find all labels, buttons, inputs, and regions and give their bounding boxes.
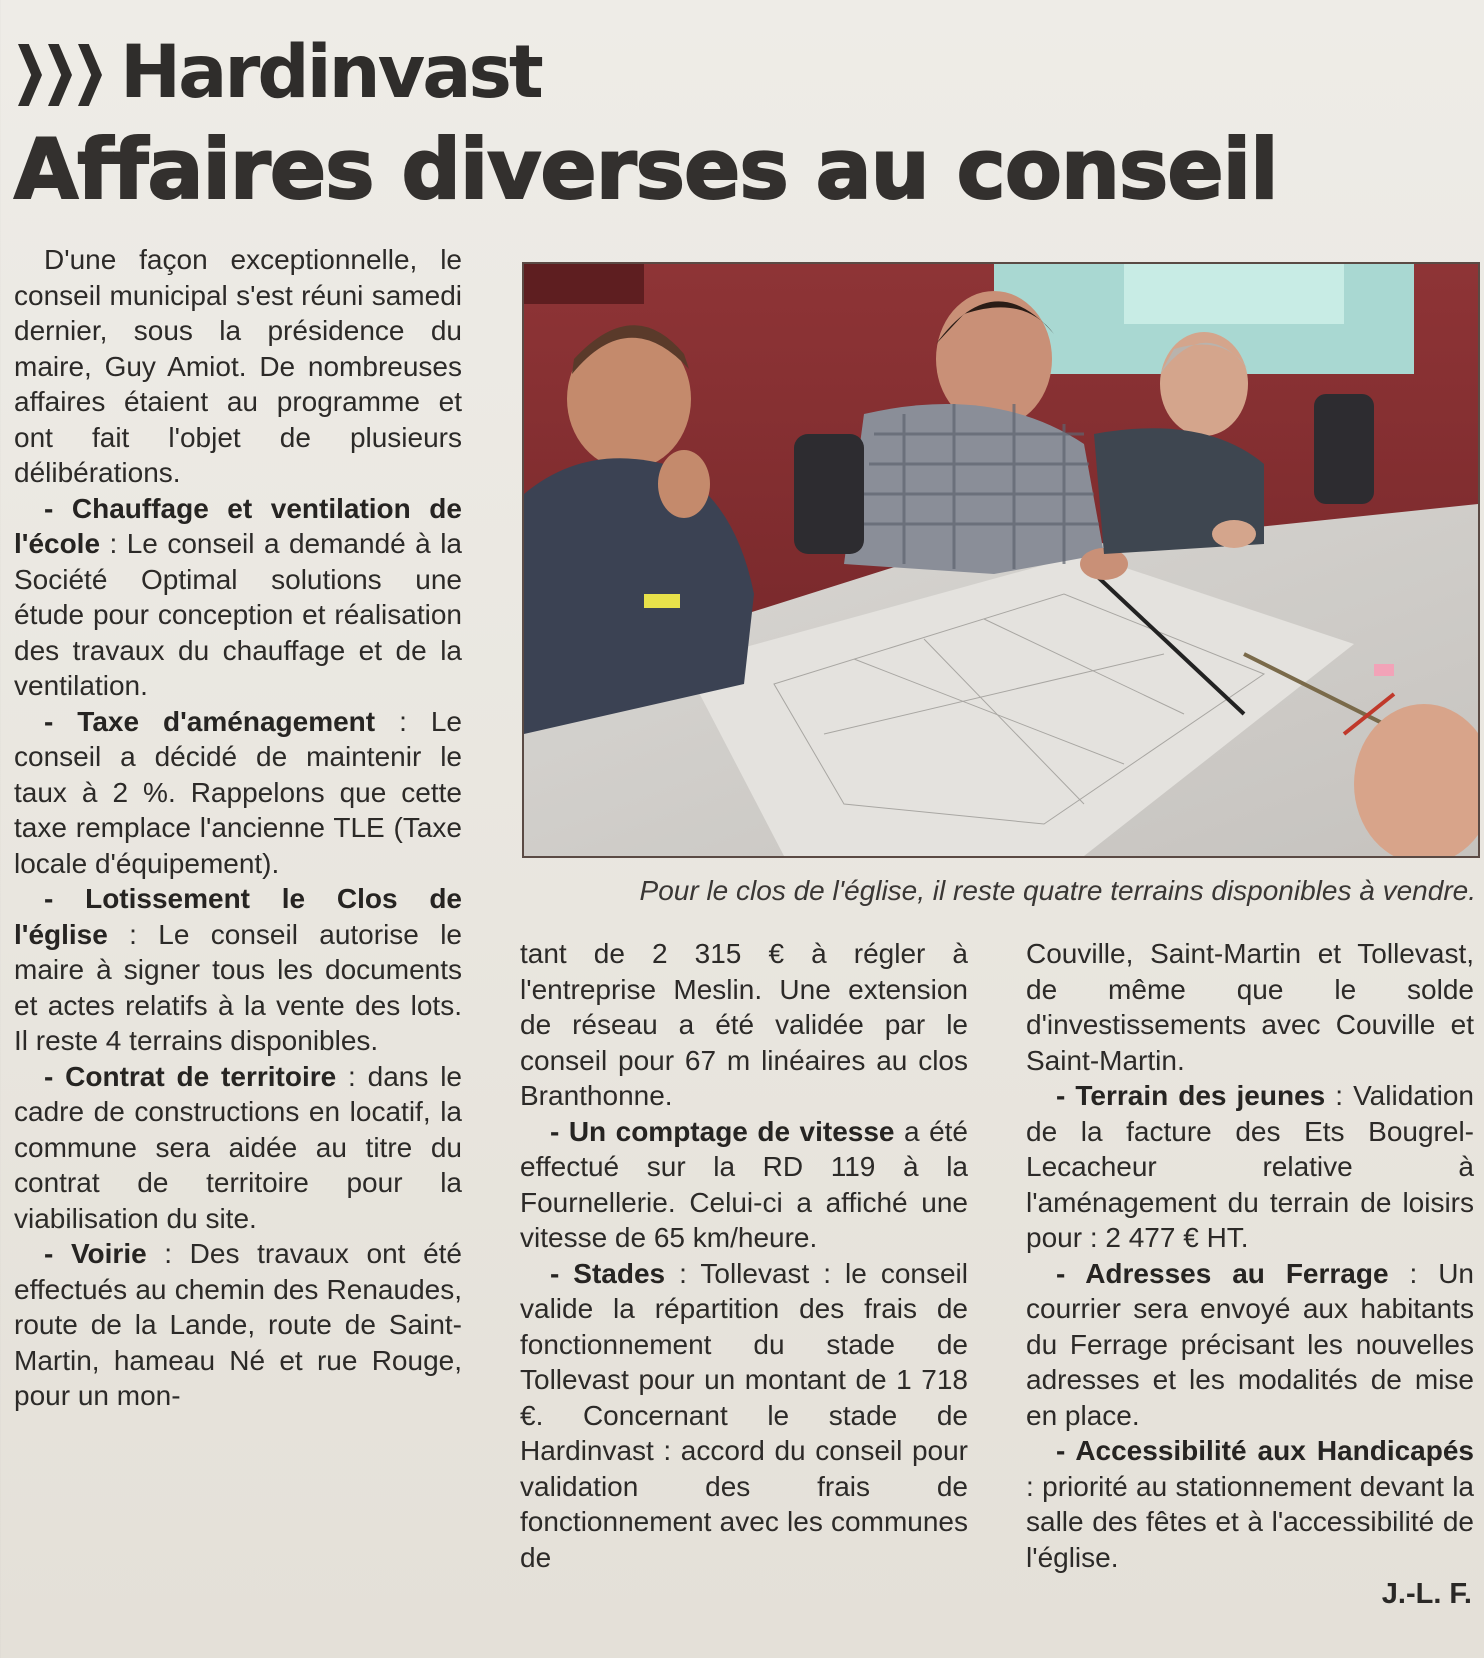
item-title: - Chauffage et ventilation de l'école (14, 492, 462, 559)
continuation-paragraph: Couville, Saint-Martin et Tollevast, de même que le solde d'investissements avec Couville et Saint-Martin. (1026, 938, 1474, 1076)
author-signature: J.-L. F. (1381, 1578, 1472, 1610)
item-text: : Un courrier sera envoyé aux habitants du Ferrage précisant les nouvelles adresses et les modalités de mise en place. (1026, 1257, 1474, 1431)
paragraph-voirie (14, 1236, 462, 1414)
paragraph-adresses (1026, 1256, 1474, 1434)
paragraph-stades (520, 1256, 968, 1576)
photo-caption: Pour le clos de l'église, il reste quatre terrains disponibles à vendre. (639, 875, 1476, 906)
item-text: : priorité au stationnement devant la salle des fêtes et à l'accessibilité de l'église. (1026, 1470, 1474, 1573)
paragraph-contrat (14, 1059, 462, 1237)
intro-paragraph: D'une façon exceptionnelle, le conseil municipal s'est réuni samedi dernier, sous la présidence du maire, Guy Amiot. De nombreuses affaires étaient au programme et ont fait l'objet de plusieurs délibérations. (14, 244, 462, 488)
item-title: - Lotissement le Clos de l'église (14, 883, 462, 950)
article-headline: Affaires diverses au conseil (14, 121, 1278, 218)
item-title: - Contrat de territoire (44, 1060, 337, 1092)
item-text: : Le conseil a demandé à la Société Optimal solutions une étude pour conception et réalisation des travaux du chauffage et de la ventilation. (14, 528, 462, 701)
item-text: : Tollevast : le conseil valide la répartition des frais de fonctionnement du stade de Tollevast pour un montant de 1 718 €. Concernant le stade de Hardinvast : accord du conseil pour validation des frais de fonctionnement avec les communes de (520, 1257, 968, 1573)
photo-illustration (524, 264, 1478, 856)
item-title: - Adresses au Ferrage (1056, 1257, 1389, 1289)
item-text: : Le conseil autorise le maire à signer tous les documents et actes relatifs à la vente des lots. Il reste 4 terrains disponibles. (14, 918, 462, 1056)
item-text: : Le conseil a décidé de maintenir le taux à 2 %. Rappelons que cette taxe remplace l'ancienne TLE (Taxe locale d'équipement). (14, 705, 462, 879)
paragraph-lotissement (14, 881, 462, 1059)
item-title: - Taxe d'aménagement (44, 705, 376, 737)
paragraph-comptage (520, 1114, 968, 1256)
item-title: - Voirie (44, 1238, 147, 1269)
article-column-3 (1026, 936, 1474, 1575)
item-title: - Accessibilité aux Handicapés (1056, 1435, 1474, 1466)
item-title: - Stades (550, 1257, 666, 1289)
section-header (18, 29, 541, 115)
article-column-1 (14, 242, 462, 1414)
article-column-2 (520, 936, 968, 1575)
item-text: : Validation de la facture des Ets Bougrel-Lecacheur relative à l'aménagement du terrain de loisirs pour : 2 477 € HT. (1026, 1080, 1474, 1253)
continuation-paragraph: tant de 2 315 € à régler à l'entreprise Meslin. Une extension de réseau a été validée par le conseil pour 67 m linéaires au clos Branthonne. (520, 938, 968, 1111)
item-text: a été effectué sur la RD 119 à la Fournellerie. Celui-ci a affiché une vitesse de 65 km/heure. (520, 1115, 968, 1253)
item-text: : dans le cadre de constructions en locatif, la commune sera aidée au titre du contrat de territoire pour la viabilisation du site. (14, 1060, 462, 1234)
paragraph-terrain (1026, 1078, 1474, 1256)
item-title: - Terrain des jeunes (1056, 1080, 1326, 1111)
item-title: - Un comptage de vitesse (550, 1115, 895, 1147)
council-meeting-photo (522, 262, 1480, 858)
paragraph-chauffage (14, 491, 462, 704)
chevron-right-icon (18, 44, 102, 106)
location-title: Hardinvast (120, 29, 541, 115)
paragraph-accessibilite (1026, 1433, 1474, 1575)
item-text: : Des travaux ont été effectués au chemin des Renaudes, route de la Lande, route de Saint-Martin, hameau Né et rue Rouge, pour un mon- (14, 1238, 462, 1411)
paragraph-taxe (14, 704, 462, 882)
